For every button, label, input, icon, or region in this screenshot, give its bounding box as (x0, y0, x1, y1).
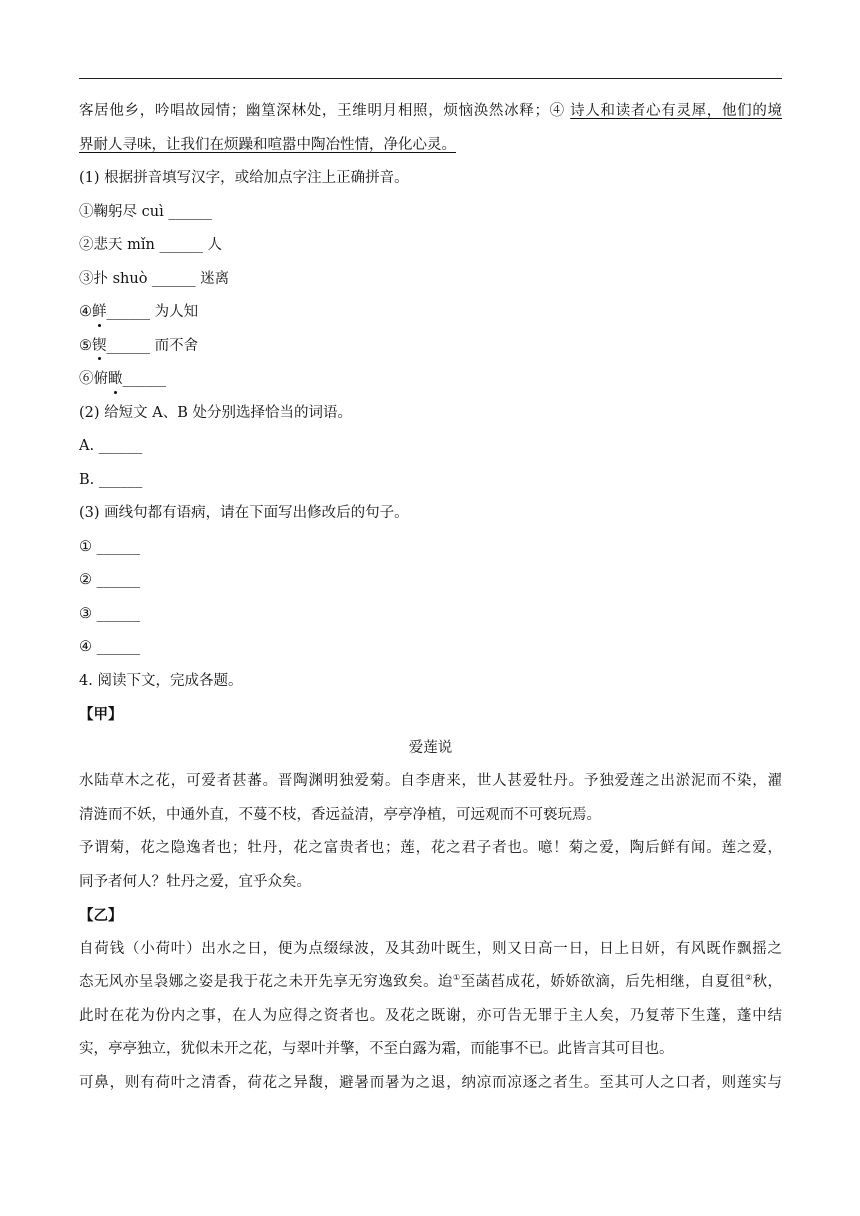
answer-blank[interactable]: ______ (168, 203, 212, 220)
document-page (79, 95, 782, 1100)
q1-item-suffix: 为人知 (150, 304, 199, 320)
q2-answer-b[interactable]: B. ______ (79, 471, 143, 488)
q1-item-prompt: ③扑 shuò (79, 270, 153, 287)
section-jia-label: 【甲】 (79, 706, 123, 723)
yi-paragraph-line (79, 966, 782, 1000)
yi-text-segment: 态无风亦呈袅娜之姿是我于花之未开先享无穷逸致矣。迨 (79, 974, 454, 990)
underlined-sentence-4-part-1: 诗人和读者心有灵犀，他们的境 (570, 103, 782, 119)
q1-item-number: ⑤ (79, 337, 92, 354)
q1-item-suffix: 迷离 (195, 270, 230, 287)
q3-answer-2[interactable]: ② ______ (79, 572, 141, 588)
intro-text: 客居他乡，吟唱故园情；幽篁深林处，王维明月相照，烦恼涣然冰释；④ (79, 103, 571, 119)
q1-item-3 (79, 263, 782, 297)
q1-item-prompt: ②悲天 mǐn (79, 237, 160, 253)
q1-item-number: ⑥俯 (79, 371, 108, 387)
q2-answer-a[interactable]: A. ______ (79, 438, 143, 454)
q1-item-4 (79, 296, 782, 330)
answer-blank[interactable]: ______ (106, 304, 150, 320)
yi-paragraph-line: 可鼻，则有荷叶之清香，荷花之异馥，避暑而暑为之退，纳凉而凉逐之者生。至其可人之口者，则莲实与 (79, 1074, 782, 1091)
answer-blank[interactable]: ______ (159, 237, 203, 253)
q3-answer-3[interactable]: ③ ______ (79, 605, 141, 622)
yi-paragraph-line: 此时在花为份内之事，在人为应得之资者也。及花之既谢，亦可告无罪于主人矣，乃复蒂下生蓬，蓬中结 (79, 1007, 782, 1024)
q1-item-number: ④ (79, 304, 92, 320)
q1-item-2 (79, 229, 782, 263)
yi-paragraph-line: 自荷钱（小荷叶）出水之日，便为点缀绿波，及其劲叶既生，则又日高一日，日上日妍，有风既作飘摇之 (79, 940, 782, 957)
yi-text-segment: 秋， (752, 974, 782, 990)
dotted-character: 鲜 (92, 296, 107, 330)
dotted-character: 瞰 (108, 363, 123, 397)
question-3-heading: (3) 画线句都有语病，请在下面写出修改后的句子。 (79, 505, 409, 521)
q3-answer-4[interactable]: ④ ______ (79, 639, 141, 655)
q3-answer-1[interactable]: ① ______ (79, 538, 141, 555)
header-rule (79, 78, 782, 79)
q1-item-5 (79, 330, 782, 364)
passage-title: 爱莲说 (408, 739, 453, 756)
footnote-marker: ② (744, 973, 753, 983)
q1-item-suffix: 人 (202, 237, 223, 253)
answer-blank[interactable]: ______ (152, 270, 196, 287)
underlined-sentence-4-part-2: 界耐人寻味，让我们在烦躁和喧嚣中陶冶性情，净化心灵。 (79, 136, 456, 153)
question-4-heading: 4. 阅读下文，完成各题。 (79, 672, 243, 689)
dotted-character: 锲 (92, 330, 107, 364)
q1-item-1 (79, 196, 782, 230)
q1-item-prompt: ①鞠躬尽 cuì (79, 203, 169, 220)
jia-paragraph-line: 清涟而不妖，中通外直，不蔓不枝，香远益清，亭亭净植，可远观而不可亵玩焉。 (79, 806, 601, 823)
footnote-marker: ① (453, 973, 461, 983)
jia-paragraph-line: 予谓菊，花之隐逸者也；牡丹，花之富贵者也；莲，花之君子者也。噫！菊之爱，陶后鲜有闻。莲之爱， (79, 840, 782, 856)
q1-item-6 (79, 363, 782, 397)
jia-paragraph-line: 水陆草木之花，可爱者甚蕃。晋陶渊明独爱菊。自李唐来，世人甚爱牡丹。予独爱莲之出淤泥而不染，濯 (79, 773, 782, 789)
q1-item-suffix: 而不舍 (150, 337, 199, 354)
section-yi-label: 【乙】 (79, 907, 123, 924)
question-1-heading: (1) 根据拼音填写汉字，或给加点字注上正确拼音。 (79, 170, 409, 186)
intro-line-2 (79, 129, 782, 163)
jia-paragraph-line: 同予者何人？牡丹之爱，宜乎众矣。 (79, 873, 311, 890)
intro-line-1 (79, 95, 782, 129)
yi-text-segment: 至菡萏成花，娇娇欲滴，后先相继，自夏徂 (460, 974, 745, 990)
question-2-heading: (2) 给短文 A、B 处分别选择恰当的词语。 (79, 404, 352, 421)
answer-blank[interactable]: ______ (122, 371, 166, 387)
answer-blank[interactable]: ______ (106, 337, 150, 354)
yi-paragraph-line: 实，亭亭独立，犹似未开之花，与翠叶并擎，不至白露为霜，而能事不已。此皆言其可目也。 (79, 1041, 674, 1057)
